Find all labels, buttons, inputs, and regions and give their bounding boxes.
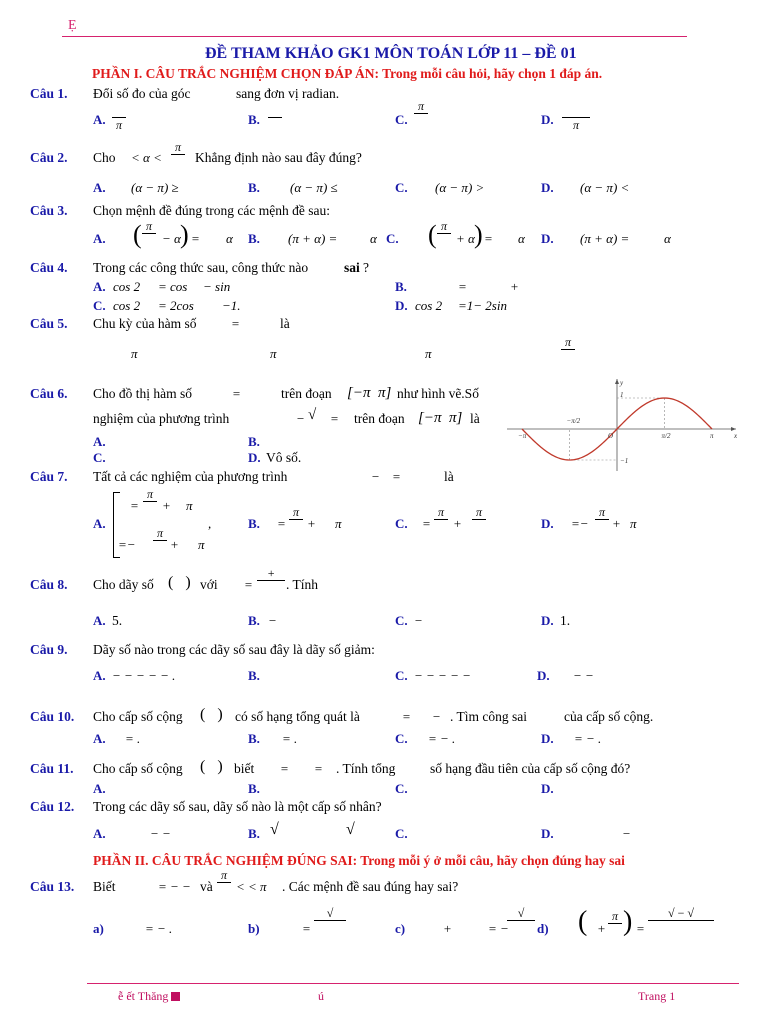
q2-option-a-expr: (α − π) ≥	[131, 180, 179, 195]
q6-minus: −	[296, 411, 305, 426]
q3-a-expr: − α	[162, 231, 181, 246]
q10-option-d[interactable]: D.	[541, 731, 554, 746]
q3-a-alpha: α	[226, 231, 233, 246]
question-7-label: Câu 7.	[30, 469, 68, 484]
q3-b-alpha: α	[370, 231, 377, 246]
x-axis-arrow	[731, 427, 736, 431]
q7-b-plus: +	[307, 516, 316, 531]
question-6-stem-d: nghiệm của phương trình	[93, 411, 230, 426]
q13-b-eq: =	[302, 921, 311, 936]
question-3-stem: Chọn mệnh đề đúng trong các mệnh đề sau:	[93, 203, 330, 218]
q10-paren: ( )	[200, 706, 223, 723]
question-12-stem: Trong các dãy số sau, dãy số nào là một cấp số nhân?	[93, 799, 382, 814]
q13-d-eq: =	[636, 921, 645, 936]
footer-author: ễ ết Thăng	[118, 989, 180, 1004]
q13-d-plus: +	[597, 921, 606, 936]
question-8-stem-a: Cho dãy số	[93, 577, 154, 592]
q3-c-eq: =	[484, 231, 493, 246]
q2-option-c-expr: (α − π) >	[435, 180, 485, 195]
q3-option-b[interactable]: B.	[248, 231, 260, 246]
q1-option-b[interactable]: B.	[248, 112, 260, 127]
q2-condition-frac: π	[171, 141, 185, 168]
q1-option-c-frac: π	[414, 100, 428, 127]
question-7-stem-b: là	[444, 469, 454, 484]
q9-d-expr: − −	[573, 668, 594, 683]
q13-b-frac: √	[314, 907, 346, 934]
q4-option-a[interactable]: A.	[93, 279, 106, 294]
q3-c-paren-close: )	[474, 220, 483, 249]
x-tick-label: π/2	[661, 432, 671, 440]
question-12-label: Câu 12.	[30, 799, 75, 814]
q3-option-a[interactable]: A.	[93, 231, 106, 246]
q6-option-b[interactable]: B.	[248, 434, 260, 449]
y-tick-label: −1	[620, 457, 629, 465]
q3-a-frac: π	[142, 220, 156, 247]
question-6-stem-c: như hình vẽ.Số	[397, 386, 479, 401]
q3-option-d[interactable]: D.	[541, 231, 554, 246]
q13-c-frac: √	[507, 907, 535, 934]
q4-option-d[interactable]: D.	[395, 298, 408, 313]
q12-a-expr: − −	[150, 826, 171, 841]
question-4-stem-c: ?	[363, 260, 369, 275]
q7-a-line2-plus: +	[170, 537, 179, 552]
q9-option-d[interactable]: D.	[537, 668, 550, 683]
y-axis-label: y	[620, 379, 624, 387]
question-2-stem-b: Khẳng định nào sau đây đúng?	[195, 150, 362, 165]
question-6-label: Câu 6.	[30, 386, 68, 401]
q7-a-comma: ,	[208, 516, 212, 531]
q4-b-plus: +	[510, 279, 519, 294]
q6-sqrt: √	[308, 407, 317, 423]
footer-mid: ú	[318, 989, 324, 1003]
q7-d-eq: =−	[571, 516, 589, 531]
question-13-stem-b: và	[200, 879, 213, 894]
q4-d-2: =1− 2sin	[458, 298, 507, 313]
q1-option-d-frac: π	[562, 104, 590, 131]
sine-graph	[505, 375, 740, 475]
q1-option-c[interactable]: C.	[395, 112, 408, 127]
x-tick-label: O	[608, 432, 614, 440]
q13-item-d[interactable]: d)	[537, 921, 549, 936]
q11-paren: ( )	[200, 758, 223, 775]
header-mark: Ẹ	[68, 18, 77, 33]
q4-a-1: cos 2	[113, 279, 141, 294]
q13-range: < < π	[236, 879, 267, 894]
q7-c-frac2: π	[472, 506, 486, 533]
q3-a-paren: (	[133, 220, 142, 249]
question-5-stem-a: Chu kỳ của hàm số	[93, 316, 197, 331]
question-5-label: Câu 5.	[30, 316, 68, 331]
q12-option-b[interactable]: B.	[248, 826, 260, 841]
q6-option-d[interactable]: D.	[248, 450, 261, 465]
q13-given: = − −	[158, 879, 191, 894]
question-4-stem-sai: sai	[344, 260, 360, 275]
q3-d-expr: (π + α) =	[580, 231, 630, 246]
q13-item-b[interactable]: b)	[248, 921, 260, 936]
q7-d-plus: +	[612, 516, 621, 531]
q12-option-d[interactable]: D.	[541, 826, 554, 841]
q10-option-c[interactable]: C.	[395, 731, 408, 746]
q7-a-line1-frac: π	[143, 488, 157, 515]
q6-eq-2: =	[330, 411, 339, 426]
q8-frac: +	[257, 567, 285, 594]
q7-c-frac1: π	[434, 506, 448, 533]
question-9-stem: Dãy số nào trong các dãy số sau đây là dãy số giảm:	[93, 642, 375, 657]
question-11-stem-d: số hạng đầu tiên của cấp số cộng đó?	[430, 761, 631, 776]
q4-a-3: − sin	[203, 279, 231, 294]
q12-b-sqrt1: √	[270, 821, 279, 838]
q13-d-frac-pi: π	[608, 910, 622, 937]
q3-b-expr: (π + α) =	[288, 231, 338, 246]
q2-option-c[interactable]: C.	[395, 180, 408, 195]
footer-page-number: Trang 1	[638, 989, 676, 1003]
q10-d-expr: = − .	[574, 731, 602, 746]
question-5-stem-b: là	[280, 316, 290, 331]
q9-option-a[interactable]: A.	[93, 668, 106, 683]
y-axis-arrow	[615, 379, 619, 384]
q11-option-d[interactable]: D.	[541, 781, 554, 796]
q6-option-a[interactable]: A.	[93, 434, 106, 449]
q10-a-expr: = .	[125, 731, 141, 746]
question-11-stem-b: biết	[234, 761, 255, 776]
question-8-stem-c: . Tính	[286, 577, 319, 592]
q11-eq1: =	[280, 761, 289, 776]
question-10-stem-b: có số hạng tổng quát là	[235, 709, 360, 724]
q8-option-a[interactable]: A.	[93, 613, 106, 628]
q7-a-line1-eq: =	[130, 498, 139, 513]
q5-option-b[interactable]: π	[270, 346, 277, 361]
q3-c-alpha: α	[518, 231, 525, 246]
q12-option-c[interactable]: C.	[395, 826, 408, 841]
q8-option-b[interactable]: B.	[248, 613, 260, 628]
q8-eq: =	[244, 577, 253, 592]
question-8-stem-b: với	[200, 577, 218, 592]
question-1-stem-b: sang đơn vị radian.	[236, 86, 340, 101]
section-1-heading: PHẦN I. CÂU TRẮC NGHIỆM CHỌN ĐÁP ÁN: Trong mỗi câu hỏi, hãy chọn 1 đáp án.	[92, 66, 603, 81]
question-9-label: Câu 9.	[30, 642, 68, 657]
question-11-stem-a: Cho cấp số cộng	[93, 761, 183, 776]
q6-option-d-text: Vô số.	[266, 450, 302, 465]
q10-minus: −	[432, 709, 441, 724]
question-13-stem-c: . Các mệnh đề sau đúng hay sai?	[282, 879, 459, 894]
q2-option-d[interactable]: D.	[541, 180, 554, 195]
q13-c-plus: +	[443, 921, 452, 936]
q7-minus: −	[371, 469, 380, 484]
q2-option-b-expr: (α − π) ≤	[290, 180, 338, 195]
question-1-stem-a: Đổi số đo của góc	[93, 86, 191, 101]
question-2-label: Câu 2.	[30, 150, 68, 165]
question-10-stem-a: Cho cấp số cộng	[93, 709, 183, 724]
q7-d-pi: π	[630, 516, 637, 531]
q13-d-paren-close: )	[623, 906, 633, 937]
q13-d-frac: √ − √	[648, 907, 714, 934]
question-4-stem-a: Trong các công thức sau, công thức nào	[93, 260, 309, 275]
question-6-stem-e: trên đoạn	[354, 411, 405, 426]
question-11-label: Câu 11.	[30, 761, 74, 776]
q8-option-c[interactable]: C.	[395, 613, 408, 628]
q9-option-b[interactable]: B.	[248, 668, 260, 683]
q1-option-b-frac	[268, 104, 282, 131]
q13-d-paren: (	[578, 906, 588, 937]
question-2-stem-a: Cho	[93, 150, 116, 165]
q2-option-a[interactable]: A.	[93, 180, 106, 195]
q12-option-a[interactable]: A.	[93, 826, 106, 841]
question-11-stem-c: . Tính tổng	[336, 761, 396, 776]
q9-option-c[interactable]: C.	[395, 668, 408, 683]
q7-option-c[interactable]: C.	[395, 516, 408, 531]
q8-paren: ( )	[168, 574, 191, 591]
q8-option-b-text: −	[268, 613, 277, 628]
q5-option-a[interactable]: π	[131, 346, 138, 361]
q7-option-d[interactable]: D.	[541, 516, 554, 531]
q4-c-2: = 2cos	[158, 298, 194, 313]
q1-option-a[interactable]: A.	[93, 112, 106, 127]
question-4-label: Câu 4.	[30, 260, 68, 275]
q3-option-c[interactable]: C.	[386, 231, 399, 246]
q4-d-1: cos 2	[415, 298, 443, 313]
q8-option-d[interactable]: D.	[541, 613, 554, 628]
q2-option-d-expr: (α − π) <	[580, 180, 630, 195]
question-8-label: Câu 8.	[30, 577, 68, 592]
q7-eq: =	[392, 469, 401, 484]
q3-c-expr: + α	[456, 231, 475, 246]
section-2-heading: PHẦN II. CÂU TRẮC NGHIỆM ĐÚNG SAI: Trong mỗi ý ở mỗi câu, hãy chọn đúng hay sai	[93, 853, 625, 868]
q3-c-paren: (	[428, 220, 437, 249]
q7-c-eq: =	[422, 516, 431, 531]
q7-option-a[interactable]: A.	[93, 516, 106, 531]
question-3-label: Câu 3.	[30, 203, 68, 218]
x-tick-label: −π	[518, 432, 527, 440]
q12-b-sqrt2: √	[346, 821, 355, 838]
q13-item-c[interactable]: c)	[395, 921, 406, 936]
q8-option-c-text: −	[414, 613, 423, 628]
q4-c-3: −1.	[222, 298, 241, 313]
q13-c-eq: = −	[488, 921, 509, 936]
q7-b-eq: =	[277, 516, 286, 531]
q7-a-line2-frac: π	[153, 527, 167, 554]
q7-d-frac: π	[595, 506, 609, 533]
question-1-label: Câu 1.	[30, 86, 68, 101]
q4-b-eq: =	[458, 279, 467, 294]
q10-option-a[interactable]: A.	[93, 731, 106, 746]
footer-icon	[171, 992, 180, 1001]
q4-option-c[interactable]: C.	[93, 298, 106, 313]
y-tick-label: 1	[620, 391, 624, 399]
q7-a-line1-pi: π	[186, 498, 193, 513]
question-10-stem-d: của cấp số cộng.	[564, 709, 654, 724]
q4-c-1: cos 2	[113, 298, 141, 313]
q7-a-line2-eq: =−	[118, 537, 136, 552]
question-10-stem-c: . Tìm công sai	[450, 709, 527, 724]
q13-frac: π	[217, 869, 231, 896]
question-6-stem-b: trên đoạn	[281, 386, 332, 401]
x-tick-label: −π/2	[566, 417, 581, 425]
x-tick-label: π	[710, 432, 714, 440]
q7-a-line1-plus: +	[162, 498, 171, 513]
question-13-stem-a: Biết	[93, 879, 116, 894]
q13-a-expr: = − .	[145, 921, 173, 936]
question-13-label: Câu 13.	[30, 879, 75, 894]
q7-option-b[interactable]: B.	[248, 516, 260, 531]
q10-c-expr: = − .	[428, 731, 456, 746]
q5-eq: =	[231, 316, 240, 331]
q11-eq2: =	[314, 761, 323, 776]
q2-condition: < α <	[131, 150, 162, 165]
q7-a-line2-pi: π	[198, 537, 205, 552]
q6-interval-2: [−π π]	[418, 410, 463, 426]
q7-b-pi: π	[335, 516, 342, 531]
q9-c-expr: − − − − −	[414, 668, 471, 683]
q8-option-a-text: 5.	[112, 613, 123, 628]
q1-option-a-frac: π	[112, 104, 126, 131]
q7-b-frac: π	[289, 506, 303, 533]
q7-c-plus: +	[453, 516, 462, 531]
q1-option-d[interactable]: D.	[541, 112, 554, 127]
q9-a-expr: − − − − − .	[112, 668, 176, 683]
page-title: ĐỀ THAM KHẢO GK1 MÔN TOÁN LỚP 11 – ĐỀ 01	[205, 45, 577, 62]
q4-option-b[interactable]: B.	[395, 279, 407, 294]
q3-c-frac: π	[437, 220, 451, 247]
q11-option-a[interactable]: A.	[93, 781, 106, 796]
question-6-stem-f: là	[470, 411, 480, 426]
q4-a-2: = cos	[158, 279, 188, 294]
q8-option-d-text: 1.	[560, 613, 571, 628]
q6-eq: =	[232, 386, 241, 401]
q5-option-c[interactable]: π	[425, 346, 432, 361]
q2-option-b[interactable]: B.	[248, 180, 260, 195]
question-7-stem-a: Tất cả các nghiệm của phương trình	[93, 469, 288, 484]
q11-option-b[interactable]: B.	[248, 781, 260, 796]
q3-a-eq: =	[191, 231, 200, 246]
question-6-stem-a: Cho đồ thị hàm số	[93, 386, 193, 401]
question-10-label: Câu 10.	[30, 709, 75, 724]
q3-d-alpha: α	[664, 231, 671, 246]
x-axis-label: x	[734, 432, 738, 440]
q11-option-c[interactable]: C.	[395, 781, 408, 796]
q12-d-expr: −	[622, 826, 631, 841]
q6-option-c[interactable]: C.	[93, 450, 106, 465]
q10-eq: =	[402, 709, 411, 724]
q5-option-d[interactable]: π	[561, 336, 575, 363]
q6-interval-1: [−π π]	[347, 385, 392, 401]
q10-b-expr: = .	[282, 731, 298, 746]
q3-a-paren-close: )	[180, 220, 189, 249]
q13-item-a[interactable]: a)	[93, 921, 104, 936]
q10-option-b[interactable]: B.	[248, 731, 260, 746]
